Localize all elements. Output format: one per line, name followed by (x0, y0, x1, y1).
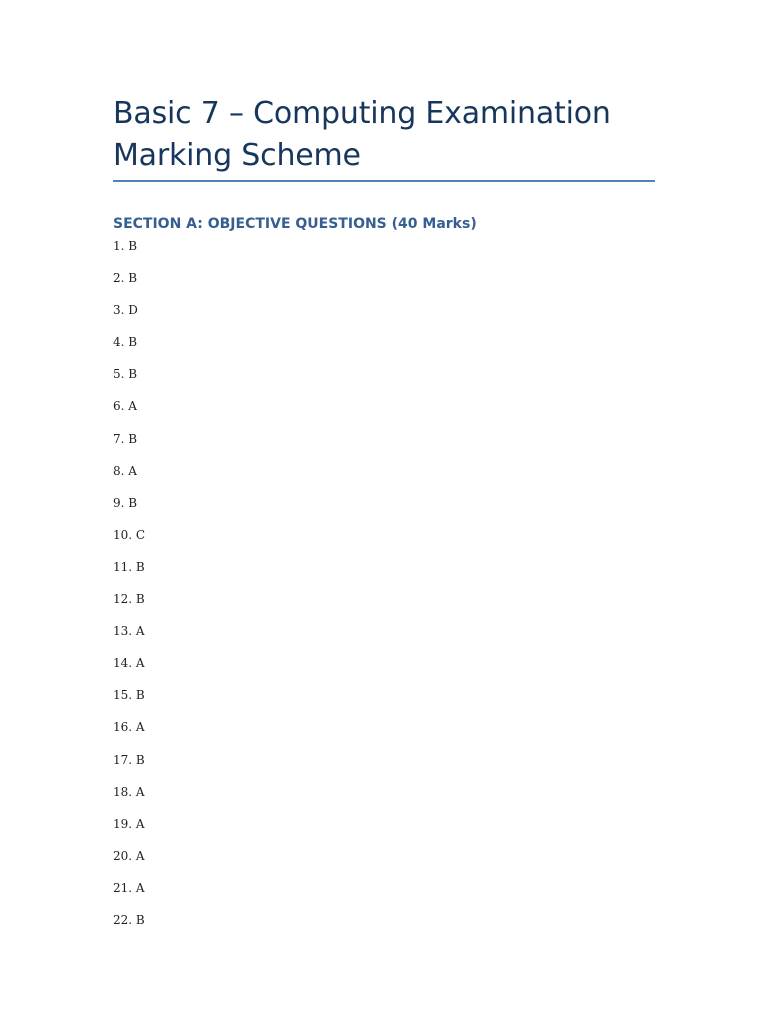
answer-item: 6. A (113, 399, 137, 414)
answer-item: 1. B (113, 239, 138, 253)
answer-item: 16. A (113, 720, 145, 735)
answer-item: 14. A (113, 656, 145, 671)
answer-item: 22. B (113, 912, 145, 927)
answer-list (113, 238, 145, 944)
answer-item: 2. B (113, 271, 138, 286)
title-underline-rule (113, 180, 655, 182)
answer-item: 20. A (113, 848, 145, 863)
answer-item: 15. B (113, 688, 145, 703)
answer-item: 12. B (113, 592, 145, 607)
document-title: Basic 7 – Computing Examination Marking Scheme (113, 96, 611, 173)
answer-item: 21. A (113, 880, 145, 895)
answer-item: 9. B (113, 495, 138, 510)
answer-item: 17. B (113, 752, 145, 767)
answer-item: 10. C (113, 527, 146, 542)
answer-item: 13. A (113, 624, 145, 639)
answer-item: 4. B (113, 335, 138, 350)
answer-item: 7. B (113, 431, 138, 446)
answer-item: 8. A (113, 463, 137, 478)
answer-item: 18. A (113, 784, 145, 799)
answer-item: 3. D (113, 303, 138, 318)
answer-item: 11. B (113, 559, 145, 574)
section-a-heading: SECTION A: OBJECTIVE QUESTIONS (40 Marks) (113, 216, 477, 232)
answer-item: 5. B (113, 367, 138, 382)
answer-item: 19. A (113, 816, 145, 831)
